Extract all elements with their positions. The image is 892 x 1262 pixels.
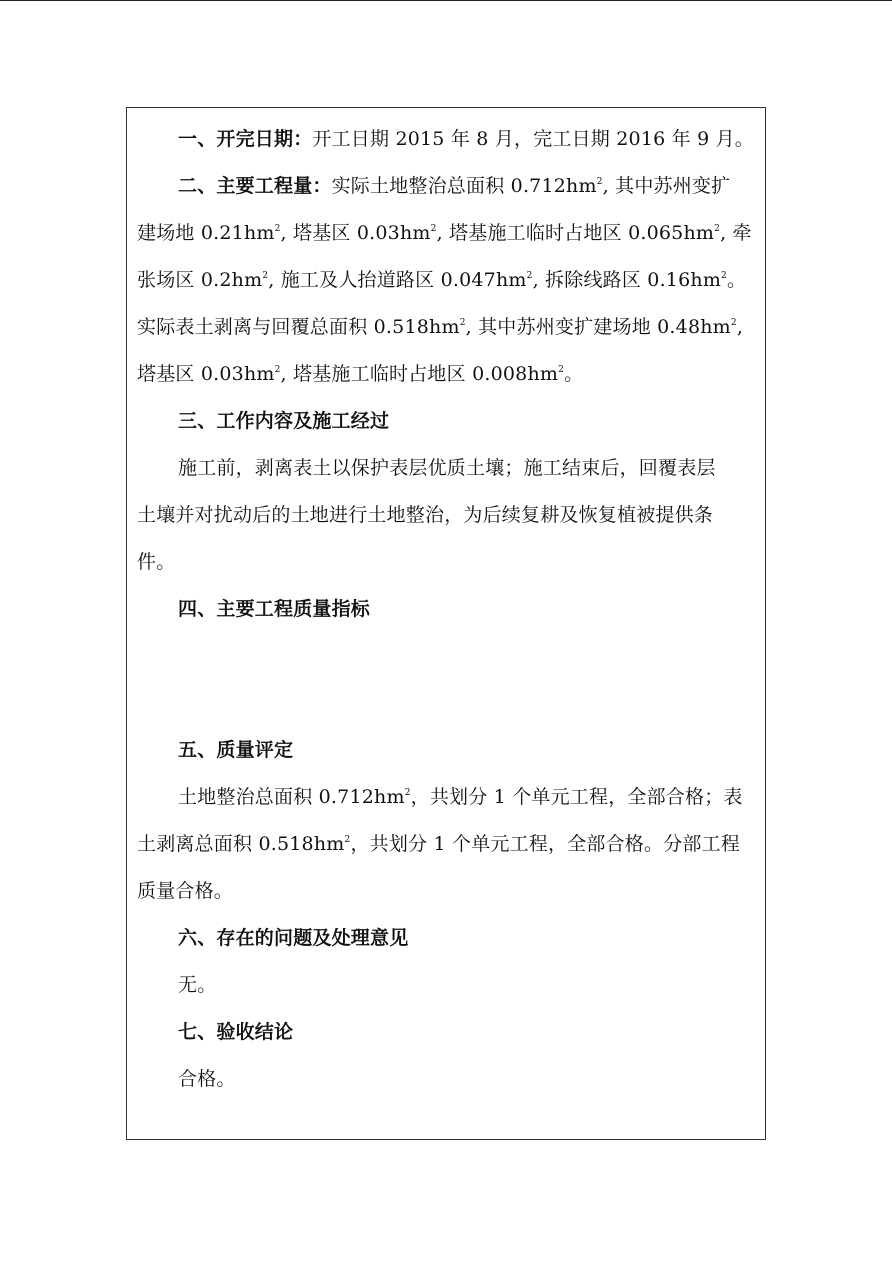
section-6-heading: 六、存在的问题及处理意见 bbox=[178, 927, 409, 949]
section-1-line bbox=[137, 116, 757, 163]
section-7-text: 合格。 bbox=[178, 1068, 236, 1090]
section-1-text: 开工日期 2015 年 8 月，完工日期 2016 年 9 月。 bbox=[312, 128, 755, 150]
section-4-heading: 四、主要工程质量指标 bbox=[178, 598, 371, 620]
page-top-rule bbox=[0, 0, 892, 1]
section-2-text-1: 实际土地整治总面积 $0.712hm^2$, 其中苏州变扩 bbox=[331, 175, 731, 197]
section-2-heading: 二、主要工程量： bbox=[178, 175, 332, 197]
section-5-heading: 五、质量评定 bbox=[178, 739, 294, 761]
section-5-line-2: 土剥离总面积 $0.518hm^2$，共划分 1 个单元工程，全部合格。分部工程 bbox=[137, 833, 741, 855]
section-4-blank-area bbox=[137, 633, 757, 727]
section-2-line-5: 塔基区 $0.03hm^2$, 塔基施工临时占地区 $0.008hm^2$。 bbox=[137, 363, 584, 385]
section-2-line-4: 实际表土剥离与回覆总面积 $0.518hm^2$, 其中苏州变扩建场地 $0.48hm^2$, bbox=[137, 316, 744, 338]
report-content bbox=[137, 116, 757, 1103]
section-2-line-1 bbox=[137, 163, 757, 210]
report-table-cell bbox=[126, 107, 766, 1140]
section-6-text: 无。 bbox=[178, 974, 217, 996]
section-3-line-2: 土壤并对扰动后的土地进行土地整治，为后续复耕及恢复植被提供条 bbox=[137, 504, 714, 526]
section-3-heading: 三、工作内容及施工经过 bbox=[178, 410, 390, 432]
section-2-line-3: 张场区 $0.2hm^2$, 施工及人抬道路区 $0.047hm^2$, 拆除线路区 $0.16hm^2$。 bbox=[137, 269, 747, 291]
section-5-line-3: 质量合格。 bbox=[137, 880, 234, 902]
section-7-heading: 七、验收结论 bbox=[178, 1021, 294, 1043]
section-5-line-1: 土地整治总面积 $0.712hm^2$，共划分 1 个单元工程，全部合格；表 bbox=[178, 786, 743, 808]
section-2-line-2: 建场地 $0.21hm^2$, 塔基区 $0.03hm^2$, 塔基施工临时占地区 $0.065hm^2$, 牵 bbox=[137, 222, 752, 244]
section-3-line-1: 施工前，剥离表土以保护表层优质土壤；施工结束后，回覆表层 bbox=[178, 457, 716, 479]
section-1-heading: 一、开完日期： bbox=[178, 128, 313, 150]
section-3-line-3: 件。 bbox=[137, 551, 176, 573]
